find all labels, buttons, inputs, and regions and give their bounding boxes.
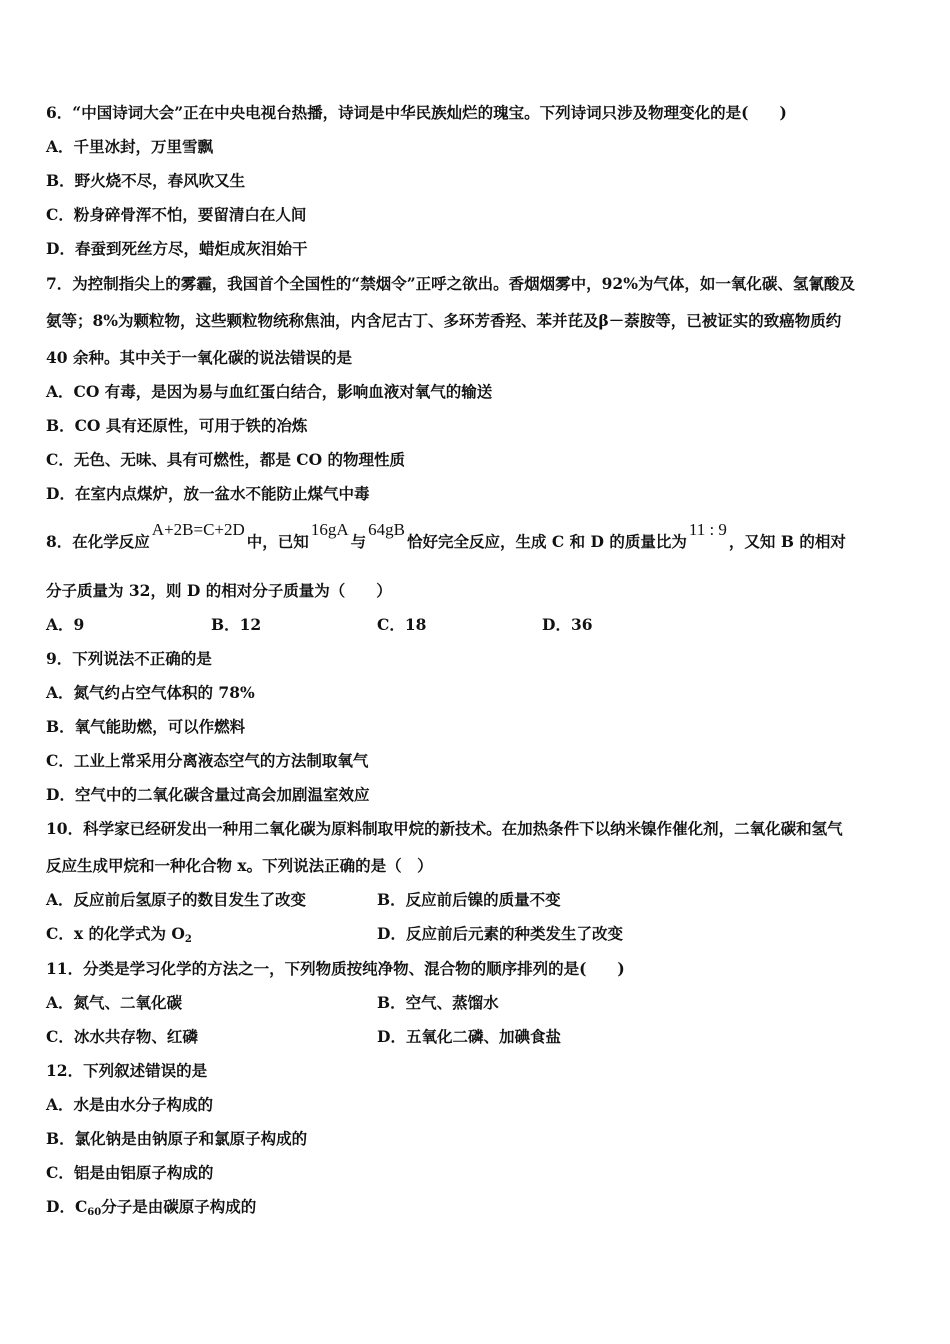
q7-stem-line2: 氨等；8%为颗粒物，这些颗粒物统称焦油，内含尼古丁、多环芳香羟、苯并芘及β－萘胺等，已被证实的致癌物质约 bbox=[46, 311, 842, 330]
q12-option-b: B．氯化钠是由钠原子和氯原子构成的 bbox=[46, 1129, 308, 1148]
q12-option-d-subscript: 60 bbox=[87, 1207, 102, 1218]
q12-option-d-text: D．C bbox=[46, 1197, 88, 1216]
q8-equation: A+2B=C+2D bbox=[151, 520, 245, 539]
q11-option-d: D．五氧化二磷、加碘食盐 bbox=[377, 1027, 561, 1046]
q10-option-d: D．反应前后元素的种类发生了改变 bbox=[377, 924, 623, 943]
q9-option-d: D．空气中的二氧化碳含量过高会加剧温室效应 bbox=[46, 785, 370, 804]
q12-option-a: A．水是由水分子构成的 bbox=[46, 1095, 214, 1114]
q8-text-4: 恰好完全反应，生成 C 和 D 的质量比为 bbox=[406, 532, 687, 551]
q8-ratio: 11 : 9 bbox=[688, 520, 727, 539]
q12-stem: 12．下列叙述错误的是 bbox=[46, 1061, 208, 1080]
q10-option-c-subscript: 2 bbox=[184, 934, 192, 945]
q8-option-a: A．9 bbox=[46, 615, 85, 634]
q9-option-c: C．工业上常采用分离液态空气的方法制取氧气 bbox=[46, 751, 369, 770]
q7-option-d: D．在室内点煤炉，放一盆水不能防止煤气中毒 bbox=[46, 484, 370, 503]
q7-option-b: B．CO 具有还原性，可用于铁的冶炼 bbox=[46, 416, 308, 435]
q8-stem-line1 bbox=[46, 520, 846, 552]
q8-text-2: 中，已知 bbox=[246, 532, 309, 551]
q11-option-a: A．氮气、二氧化碳 bbox=[46, 993, 183, 1012]
q6-stem: 6．“中国诗词大会”正在中央电视台热播，诗词是中华民族灿烂的瑰宝。下列诗词只涉及物理变化的是( ) bbox=[46, 103, 787, 122]
q10-option-c bbox=[46, 924, 192, 950]
q9-option-a: A．氮气约占空气体积的 78% bbox=[46, 683, 255, 702]
q7-stem-line1: 7．为控制指尖上的雾霾，我国首个全国性的“禁烟令”正呼之欲出。香烟烟雾中，92%为气体，如一氧化碳、氢氰酸及 bbox=[46, 274, 855, 293]
q8-option-b: B．12 bbox=[211, 615, 262, 634]
q8-text-5: ，又知 B 的相对 bbox=[728, 532, 846, 551]
q12-option-d bbox=[46, 1197, 256, 1223]
q8-option-d: D．36 bbox=[542, 615, 593, 634]
q8-mass-a: 16gA bbox=[310, 520, 349, 539]
q6-option-b: B．野火烧不尽，春风吹又生 bbox=[46, 171, 246, 190]
q7-option-c: C．无色、无味、具有可燃性，都是 CO 的物理性质 bbox=[46, 450, 405, 469]
q11-option-c: C．冰水共存物、红磷 bbox=[46, 1027, 198, 1046]
q11-stem: 11．分类是学习化学的方法之一，下列物质按纯净物、混合物的顺序排列的是( ) bbox=[46, 959, 625, 978]
q9-stem: 9．下列说法不正确的是 bbox=[46, 649, 212, 668]
q9-option-b: B．氧气能助燃，可以作燃料 bbox=[46, 717, 246, 736]
q10-option-b: B．反应前后镍的质量不变 bbox=[377, 890, 561, 909]
q7-stem-line3: 40 余种。其中关于一氧化碳的说法错误的是 bbox=[46, 348, 352, 367]
q10-option-a: A．反应前后氢原子的数目发生了改变 bbox=[46, 890, 307, 909]
q8-option-c: C．18 bbox=[377, 615, 427, 634]
q8-mass-b: 64gB bbox=[368, 520, 405, 539]
q10-stem-line2: 反应生成甲烷和一种化合物 x。下列说法正确的是（ ） bbox=[46, 856, 433, 875]
q8-text-3: 与 bbox=[350, 532, 367, 551]
q6-option-a: A．千里冰封，万里雪飘 bbox=[46, 137, 214, 156]
q6-option-d: D．春蚕到死丝方尽，蜡炬成灰泪始干 bbox=[46, 239, 308, 258]
q7-option-a: A．CO 有毒，是因为易与血红蛋白结合，影响血液对氧气的输送 bbox=[46, 382, 493, 401]
q6-option-c: C．粉身碎骨浑不怕，要留清白在人间 bbox=[46, 205, 307, 224]
q8-text-1: 8．在化学反应 bbox=[46, 532, 150, 551]
q12-option-d-text-2: 分子是由碳原子构成的 bbox=[101, 1197, 257, 1216]
q10-option-c-text: C．x 的化学式为 O bbox=[46, 924, 185, 943]
q12-option-c: C．铝是由铝原子构成的 bbox=[46, 1163, 214, 1182]
q10-stem-line1: 10．科学家已经研发出一种用二氧化碳为原料制取甲烷的新技术。在加热条件下以纳米镍作催化剂，二氧化碳和氢气 bbox=[46, 819, 843, 838]
q11-option-b: B．空气、蒸馏水 bbox=[377, 993, 499, 1012]
q8-stem-line2: 分子质量为 32，则 D 的相对分子质量为（ ） bbox=[46, 581, 392, 600]
